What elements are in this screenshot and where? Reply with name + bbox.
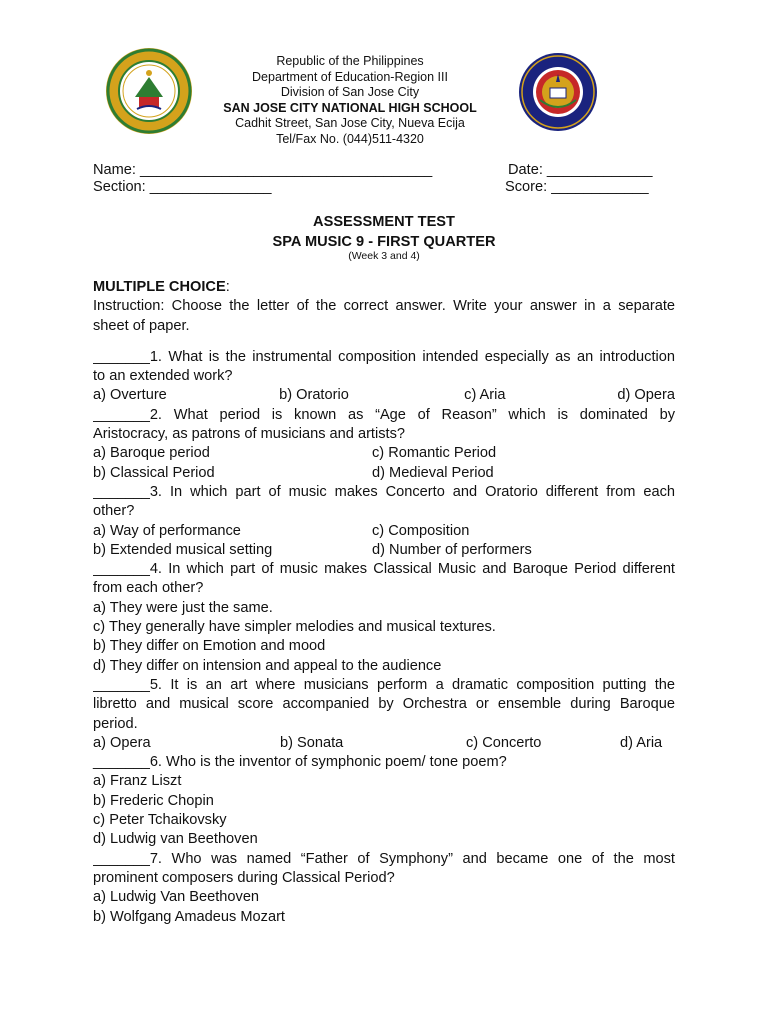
letterhead-school-name: SAN JOSE CITY NATIONAL HIGH SCHOOL xyxy=(223,100,477,115)
instruction-line-1: Instruction: Choose the letter of the correct answer. Write your answer in a separate xyxy=(93,298,675,315)
question-1-cont: to an extended work? xyxy=(93,368,233,385)
choice: c) Aria xyxy=(464,387,506,404)
test-title: ASSESSMENT TEST xyxy=(313,214,455,230)
question-7: _______7. Who was named “Father of Symphony” and became one of the most xyxy=(93,850,675,867)
choice: c) They generally have simpler melodies and musical textures. xyxy=(93,619,496,636)
choice: b) Wolfgang Amadeus Mozart xyxy=(93,908,285,925)
choice: a) Opera xyxy=(93,734,151,751)
choice: b) Sonata xyxy=(280,734,344,751)
question-1: _______1. What is the instrumental composition intended especially as an introduction xyxy=(93,348,675,365)
school-seal-logo xyxy=(518,52,598,132)
choice: b) Frederic Chopin xyxy=(93,792,214,809)
question-7-cont: prominent composers during Classical Period? xyxy=(93,869,395,886)
question-5-cont: libretto and musical score accompanied by Orchestra or ensemble during Baroque xyxy=(93,696,675,713)
test-subtitle: SPA MUSIC 9 - FIRST QUARTER xyxy=(272,234,496,250)
letterhead-department: Department of Education-Region III xyxy=(252,69,448,84)
choice: a) Franz Liszt xyxy=(93,773,182,790)
question-4: _______4. In which part of music makes Classical Music and Baroque Period different xyxy=(93,561,675,578)
choice: c) Romantic Period xyxy=(372,445,497,462)
letterhead xyxy=(200,54,500,148)
choice: a) Overture xyxy=(93,387,167,404)
choice: c) Composition xyxy=(372,522,470,539)
deped-seal-logo xyxy=(105,47,193,135)
section-heading: MULTIPLE CHOICE: xyxy=(93,279,230,295)
test-weeks: (Week 3 and 4) xyxy=(348,250,420,262)
question-4-cont: from each other? xyxy=(93,580,204,597)
choice: c) Concerto xyxy=(466,734,542,751)
choice: b) Classical Period xyxy=(93,464,215,481)
question-5: _______5. It is an art where musicians perform a dramatic composition putting the xyxy=(93,676,675,693)
question-5-cont: period. xyxy=(93,715,138,732)
name-field[interactable]: Name: ____________________________________ xyxy=(93,162,433,178)
choice: b) Oratorio xyxy=(279,387,349,404)
choice: a) Way of performance xyxy=(93,522,241,539)
question-1-choices xyxy=(93,386,675,405)
section-field[interactable]: Section: _______________ xyxy=(93,179,272,195)
instruction-line-2: sheet of paper. xyxy=(93,317,190,334)
question-3: _______3. In which part of music makes Concerto and Oratorio different from each xyxy=(93,483,675,500)
choice: b) They differ on Emotion and mood xyxy=(93,638,326,655)
choice: b) Extended musical setting xyxy=(93,541,273,558)
question-2-cont: Aristocracy, as patrons of musicians and artists? xyxy=(93,426,405,443)
choice: a) They were just the same. xyxy=(93,599,273,616)
score-field[interactable]: Score: ____________ xyxy=(505,179,649,195)
choice: d) Number of performers xyxy=(372,541,532,558)
letterhead-division: Division of San Jose City xyxy=(280,85,420,100)
choice: d) Opera xyxy=(617,387,675,404)
choice: a) Ludwig Van Beethoven xyxy=(93,889,260,906)
choice: d) Aria xyxy=(620,734,663,751)
test-content xyxy=(93,278,675,927)
date-field[interactable]: Date: _____________ xyxy=(508,162,653,178)
letterhead-telfax: Tel/Fax No. (044)511-4320 xyxy=(276,131,424,146)
choice: a) Baroque period xyxy=(93,445,210,462)
question-3-cont: other? xyxy=(93,503,135,520)
choice: c) Peter Tchaikovsky xyxy=(93,812,227,829)
choice: d) Ludwig van Beethoven xyxy=(93,831,258,848)
choice: d) They differ on intension and appeal to the audience xyxy=(93,657,442,674)
letterhead-address: Cadhit Street, San Jose City, Nueva Ecija xyxy=(235,116,465,131)
choice: d) Medieval Period xyxy=(372,464,494,481)
question-6: _______6. Who is the inventor of symphonic poem/ tone poem? xyxy=(93,754,507,771)
question-2: _______2. What period is known as “Age of Reason” which is dominated by xyxy=(93,406,675,423)
letterhead-republic: Republic of the Philippines xyxy=(276,54,424,68)
